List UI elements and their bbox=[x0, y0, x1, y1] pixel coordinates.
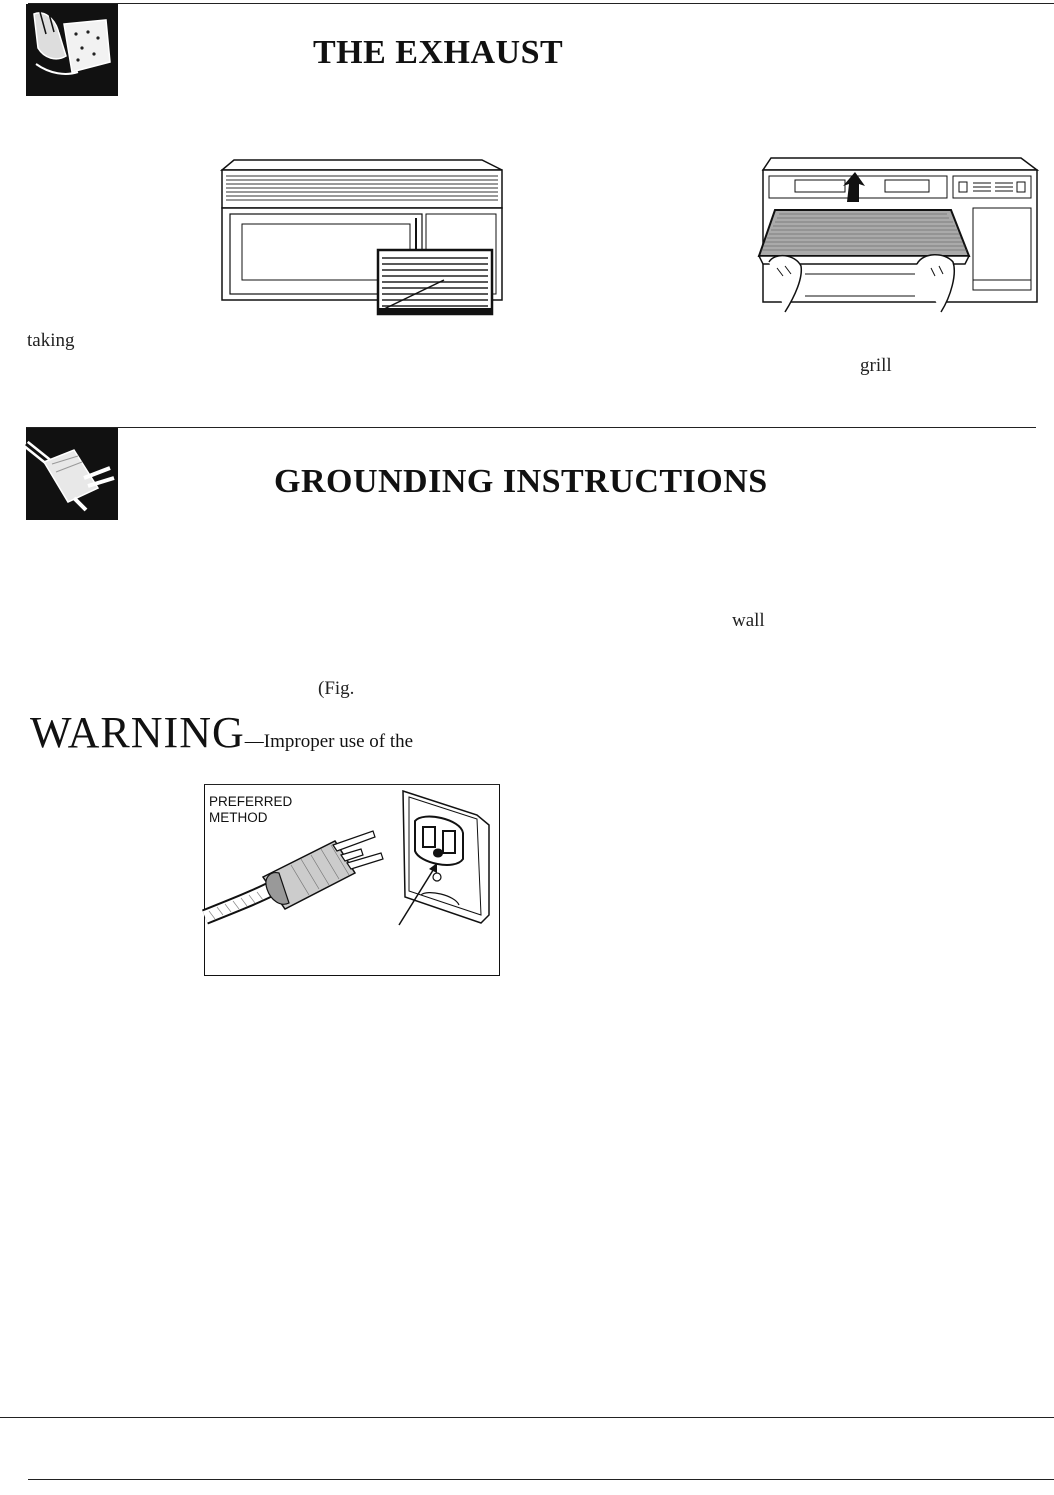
top-rule bbox=[28, 3, 1054, 4]
text-fragment-fig: (Fig. bbox=[318, 678, 355, 699]
section-icon-grounding bbox=[26, 428, 118, 520]
grounded-plug-outlet-illustration bbox=[205, 785, 499, 975]
figure-label-line1: PREFERRED bbox=[209, 794, 293, 809]
filter-removal-illustration bbox=[755, 156, 1045, 316]
section-title-exhaust: THE EXHAUST bbox=[313, 34, 564, 71]
section-rule-grounding bbox=[26, 427, 1036, 428]
figure-label-line2: METHOD bbox=[209, 810, 268, 825]
microwave-front-illustration bbox=[212, 158, 512, 318]
warning-line bbox=[30, 707, 413, 758]
bottom-rule-1 bbox=[0, 1417, 1054, 1418]
hand-sponge-icon bbox=[26, 4, 118, 96]
text-fragment-grill: grill bbox=[860, 355, 892, 376]
text-fragment-wall: wall bbox=[732, 610, 765, 631]
section-icon-exhaust bbox=[26, 4, 118, 96]
bottom-rule-2 bbox=[28, 1479, 1054, 1480]
plug-icon bbox=[26, 428, 118, 520]
preferred-method-figure bbox=[204, 785, 500, 976]
section-title-grounding: GROUNDING INSTRUCTIONS bbox=[274, 463, 768, 500]
warning-text: —Improper use of the bbox=[244, 731, 414, 752]
text-fragment-taking: taking bbox=[27, 330, 75, 351]
warning-lead: WARNING bbox=[30, 708, 245, 757]
